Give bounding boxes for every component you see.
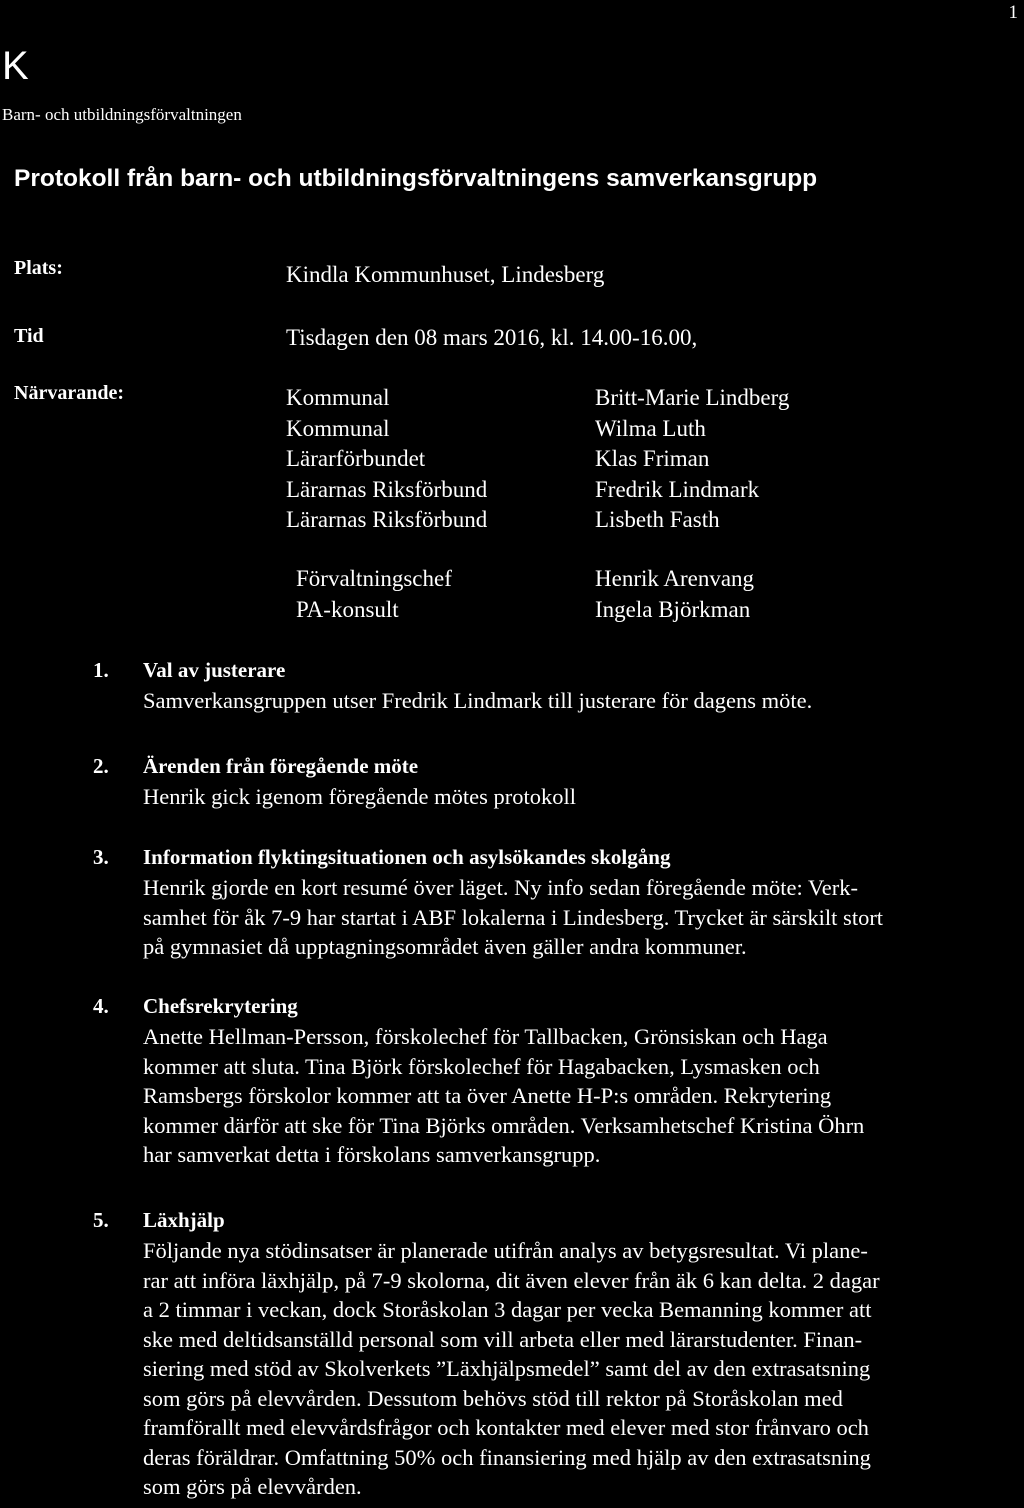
item-number: 3. (93, 845, 109, 869)
document-title: Protokoll från barn- och utbildningsförvaltningens samverkansgrupp (14, 165, 818, 192)
item-heading: Chefsrekrytering (143, 994, 298, 1018)
staff-role: PA-konsult (296, 596, 399, 622)
time-label: Tid (14, 325, 44, 347)
staff-name: Henrik Arenvang (595, 566, 755, 591)
body-line: a 2 timmar i veckan, dock Storåskolan 3 dagar per vecka Bemanning kommer att (143, 1297, 872, 1322)
item-body (143, 1022, 1023, 1170)
attendee-names (595, 383, 789, 536)
body-line: framförallt med elevvårdsfrågor och kontakter med elever med stor frånvaro och (143, 1415, 869, 1440)
body-line: Anette Hellman-Persson, förskolechef för Tallbacken, Grönsiskan och Haga (143, 1024, 828, 1049)
body-line: har samverkat detta i förskolans samverkansgrupp. (143, 1142, 601, 1167)
page-number: 1 (1008, 2, 1018, 23)
body-line: som görs på elevvården. (143, 1474, 362, 1499)
body-line: siering med stöd av Skolverkets ”Läxhjälpsmedel” samt del av den extrasatsning (143, 1356, 871, 1381)
body-line: rar att införa läxhjälp, på 7-9 skolorna, dit även elever från äk 6 kan delta. 2 dagar (143, 1267, 880, 1293)
body-line: samhet för åk 7-9 har startat i ABF lokalerna i Lindesberg. Trycket är särskilt stort (143, 904, 884, 930)
item-body (143, 1236, 1023, 1502)
staff-roles (296, 564, 452, 625)
item-heading: Val av justerare (143, 658, 286, 682)
organization-name: Barn- och utbildningsförvaltningen (2, 105, 242, 124)
body-line: deras föräldrar. Omfattning 50% och finansiering med hjälp av den extrasatsning (143, 1444, 871, 1470)
body-line: Henrik gjorde en kort resumé över läget. Ny info sedan föregående möte: Verk- (143, 875, 858, 900)
item-body (143, 686, 1023, 716)
attendee-name: Wilma Luth (595, 415, 706, 441)
item-heading: Information flyktingsituationen och asylsökandes skolgång (143, 845, 671, 869)
attendee-name: Lisbeth Fasth (595, 507, 720, 532)
attendee-name: Klas Friman (595, 446, 710, 471)
attendee-role: Kommunal (286, 385, 390, 410)
body-line: kommer att sluta. Tina Björk förskolechef för Hagabacken, Lysmasken och (143, 1053, 820, 1079)
item-number: 5. (93, 1208, 109, 1232)
attendee-name: Britt-Marie Lindberg (595, 385, 790, 410)
item-body (143, 782, 1023, 812)
item-number: 4. (93, 994, 109, 1018)
staff-name: Ingela Björkman (595, 596, 751, 622)
body-line: ske med deltidsanställd personal som vill arbeta eller med lärarstudenter. Finan- (143, 1326, 863, 1352)
item-number: 1. (93, 658, 109, 682)
logo-letter: K (2, 44, 29, 88)
body-line: Följande nya stödinsatser är planerade utifrån analys av betygsresultat. Vi plane- (143, 1238, 868, 1263)
attendee-role: Kommunal (286, 415, 390, 441)
body-line: Ramsbergs förskolor kommer att ta över Anette H-P:s områden. Rekrytering (143, 1083, 832, 1108)
body-line: Samverkansgruppen utser Fredrik Lindmark till justerare för dagens möte. (143, 688, 813, 713)
body-line: på gymnasiet då upptagningsområdet även gäller andra kommuner. (143, 934, 747, 959)
time-value: Tisdagen den 08 mars 2016, kl. 14.00-16.00, (286, 325, 698, 350)
body-line: som görs på elevvården. Dessutom behövs stöd till rektor på Storåskolan med (143, 1385, 843, 1411)
item-heading: Ärenden från föregående möte (143, 754, 419, 778)
attendee-role: Lärarnas Riksförbund (286, 476, 488, 502)
place-label: Plats: (14, 257, 63, 279)
attendee-roles (286, 383, 487, 536)
body-line: Henrik gick igenom föregående mötes protokoll (143, 784, 577, 809)
item-heading: Läxhjälp (143, 1208, 225, 1232)
staff-names (595, 564, 754, 625)
attendee-role: Lärarnas Riksförbund (286, 507, 488, 532)
attendee-role: Lärarförbundet (286, 446, 426, 471)
attendee-name: Fredrik Lindmark (595, 476, 760, 502)
attendees-label: Närvarande: (14, 382, 124, 404)
place-value: Kindla Kommunhuset, Lindesberg (286, 262, 605, 287)
item-body (143, 873, 1023, 962)
body-line: kommer därför att ske för Tina Björks områden. Verksamhetschef Kristina Öhrn (143, 1112, 865, 1138)
item-number: 2. (93, 754, 109, 778)
staff-role: Förvaltningschef (296, 566, 452, 591)
